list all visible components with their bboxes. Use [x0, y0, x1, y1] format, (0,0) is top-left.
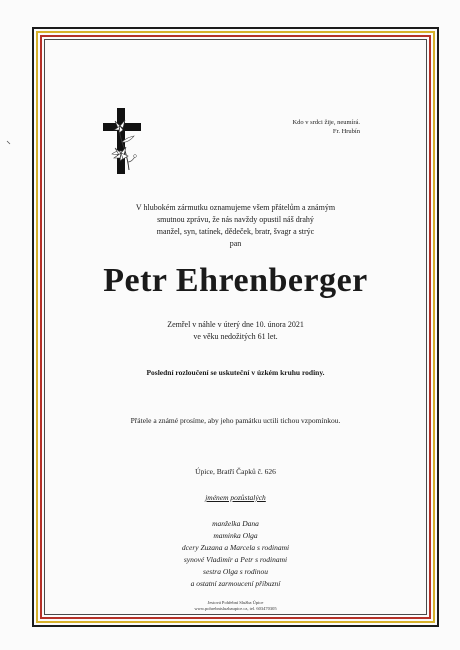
scan-mark: [6, 140, 12, 146]
intro-line: manžel, syn, tatínek, dědeček, bratr, švagr a strýc: [156, 227, 315, 236]
cross-with-lily-icon: [98, 106, 146, 176]
kin-line: dcery Zuzana a Marcela s rodinami: [181, 543, 290, 552]
kin-line: a ostatní zarmoucení příbuzní: [190, 579, 281, 588]
motto-quote: Kdo v srdci žije, neumírá.: [292, 119, 360, 126]
intro-line: V hlubokém zármutku oznamujeme všem přátelům a známým: [135, 203, 336, 212]
death-date: Zemřel v náhle v úterý dne 10. února 2021: [167, 320, 304, 329]
family-address: Úpice, Bratří Čapků č. 626: [195, 467, 276, 476]
funeral-service-name: Jestová Pohřební Služba Úpice: [207, 600, 264, 605]
remembrance-request: Přátele a známé prosíme, aby jeho památku uctili tichou vzpomínkou.: [130, 416, 341, 425]
kin-line: maminka Olga: [213, 531, 258, 540]
deceased-name: Petr Ehrenberger: [103, 262, 368, 299]
kin-line: manželka Dana: [212, 519, 259, 528]
motto-author: Fr. Hrubín: [332, 128, 360, 135]
kin-heading: jménem pozůstalých: [205, 493, 266, 502]
death-age: ve věku nedožitých 61 let.: [193, 332, 278, 341]
funeral-service-contact: www.pohrebnisluzbaupice.cz, tel. 603470305: [194, 606, 277, 611]
farewell-notice: Poslední rozloučení se uskuteční v úzkém kruhu rodiny.: [146, 368, 325, 377]
kin-line: sestra Olga s rodinou: [203, 567, 268, 576]
kin-line: synové Vladimír a Petr s rodinami: [183, 555, 288, 564]
intro-line: pan: [229, 239, 242, 248]
intro-line: smutnou zprávu, že nás navždy opustil náš drahý: [157, 215, 314, 224]
